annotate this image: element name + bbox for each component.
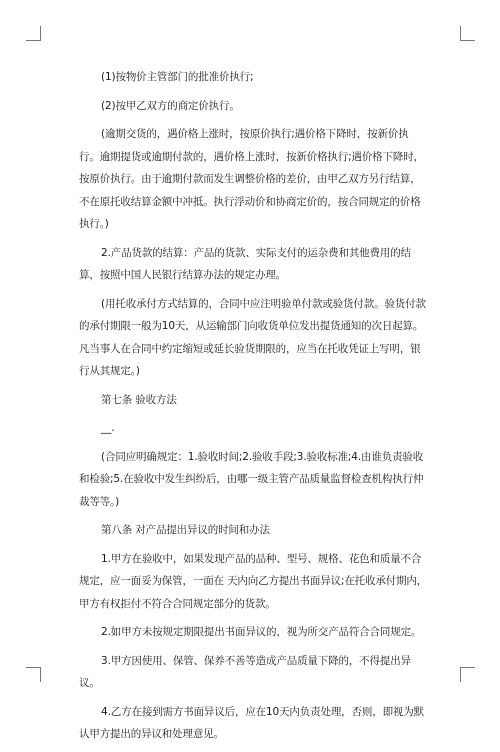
crop-mark-bottom-left: [26, 667, 41, 682]
crop-mark-top-right: [460, 26, 475, 41]
inspection-method-blank: __.: [101, 422, 115, 434]
document-body: [79, 66, 429, 752]
crop-mark-top-left: [26, 26, 41, 41]
crop-mark-bottom-right: [460, 667, 475, 682]
payment-settlement-clause: 2.产品货款的结算：产品的货款、实际支付的运杂费和其他费用的结算，按照中国人民银行结算办法的规定办理。: [79, 246, 411, 281]
objection-clause-3: 3.甲方因使用、保管、保养不善等造成产品质量下降的，不得提出异议。: [79, 654, 411, 689]
price-option-1: (1)按物价主管部门的批准价执行;: [101, 71, 254, 83]
inspection-requirements-note: (合同应明确规定：1.验收时间;2.验收手段;3.验收标准;4.由谁负责验收和检验;5.在验收中发生纠纷后，由哪一级主管产品质量监督检查机构执行仲裁等等。): [79, 450, 424, 508]
price-option-2: (2)按甲乙双方的商定价执行。: [101, 99, 240, 112]
objection-clause-1: 1.甲方在验收中，如果发现产品的品种、型号、规格、花色和质量不合规定，应一面妥为保管，一面在 天内向乙方提出书面异议;在托收承付期内，甲方有权拒付不符合合同规定部分的货款。: [79, 552, 428, 610]
late-delivery-pricing-note: (逾期交货的，遇价格上涨时，按原价执行;遇价格下降时，按新价执行。逾期提货或逾期付款的，遇价格上涨时，按新价格执行;遇价格下降时，按原价执行。由于逾期付款而发生调整价格的差价，由甲乙双方另行结算，不在原托收结算金额中冲抵。执行浮动价和协商定价的，按合同规定的价格执行。): [79, 128, 424, 230]
collection-acceptance-note: (用托收承付方式结算的，合同中应注明验单付款或验货付款。验货付款的承付期限一般为10天，从运输部门向收货单位发出提货通知的次日起算。凡当事人在合同中约定缩短或延长验货期限的，应当在托收凭证上写明，银行从其规定。): [79, 297, 426, 377]
article-8-heading: 第八条 对产品提出异议的时间和办法: [101, 524, 270, 536]
objection-clause-2: 2.如甲方未按规定期限提出书面异议的，视为所交产品符合合同规定。: [101, 626, 422, 638]
article-7-heading: 第七条 验收方法: [101, 393, 177, 406]
objection-clause-4: 4.乙方在接到需方书面异议后，应在10天内负责处理，否则，即视为默认甲方提出的异议和处理意见。: [79, 705, 424, 740]
